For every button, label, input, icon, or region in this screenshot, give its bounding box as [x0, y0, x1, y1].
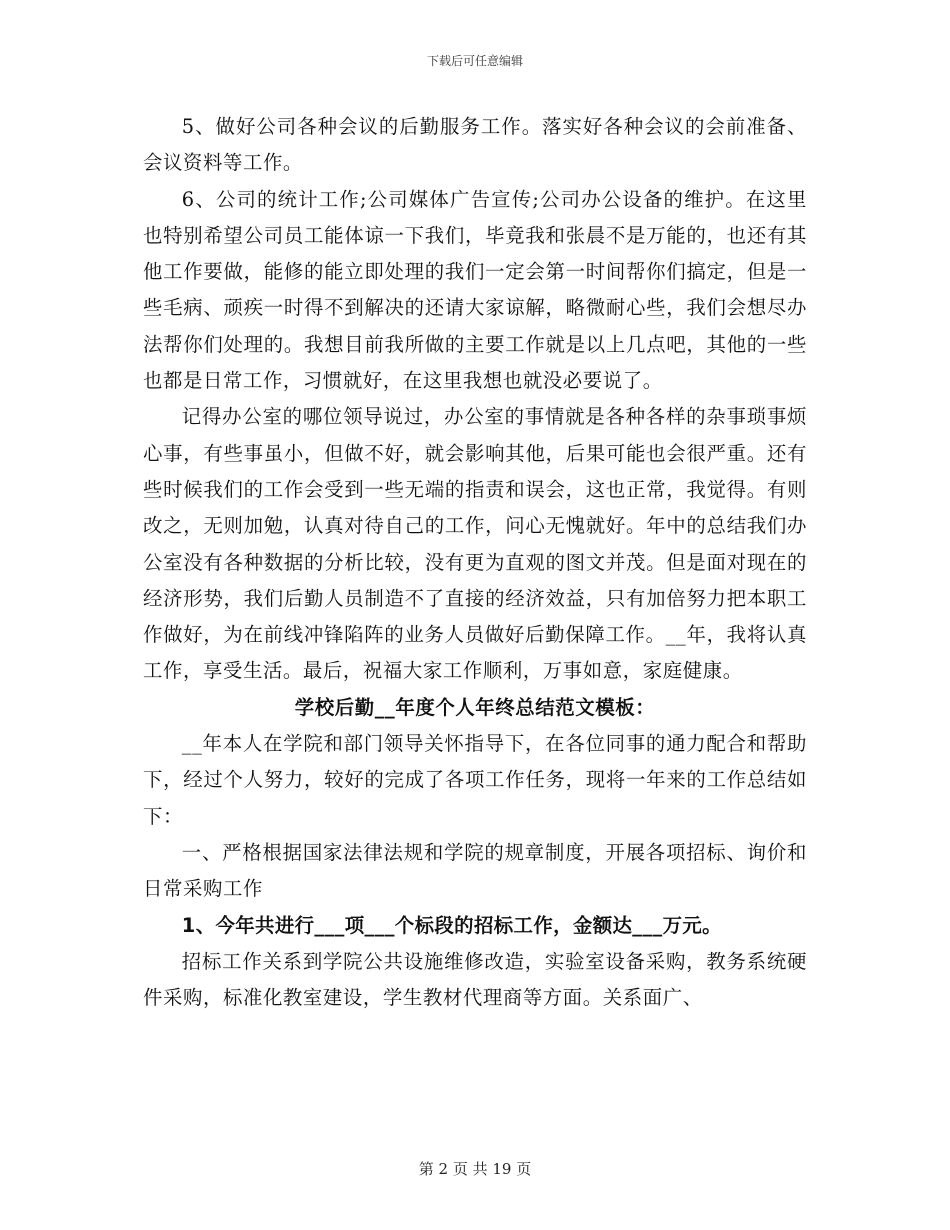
paragraph-meeting-service: 5、做好公司各种会议的后勤服务工作。落实好各种会议的会前准备、会议资料等工作。 [143, 115, 807, 175]
bold-item-one: 1、今年共进行___项___个标段的招标工作，金额达___万元。 [181, 913, 722, 937]
paragraph-office-reflection: 记得办公室的哪位领导说过，办公室的事情就是各种各样的杂事琐事烦心事，有些事虽小，但做不好，就会影响其他，后果可能也会很严重。还有些时候我们的工作会受到一些无端的指责和误会，这也正常，我觉得。有则改之，无则加勉，认真对待自己的工作，问心无愧就好。年中的总结我们办公室没有各种数据的分析比较，没有更为直观的图文并茂。但是面对现在的经济形势，我们后勤人员制造不了直接的经济效益，只有加倍努力把本职工作做好，为在前线冲锋陷阵的业务人员做好后勤保障工作。__年，我将认真工作，享受生活。最后，祝福大家工作顺利，万事如意，家庭健康。 [143, 405, 807, 683]
paragraph-section-one: 一、严格根据国家法律法规和学院的规章制度，开展各项招标、询价和日常采购工作 [143, 840, 807, 901]
paragraph-intro: __年本人在学院和部门领导关怀指导下，在各位同事的通力配合和帮助下，经过个人努力，较好的完成了各项工作任务，现将一年来的工作总结如下： [143, 732, 807, 828]
page-footer: 第 2 页 共 19 页 [418, 1160, 532, 1178]
section-title: 学校后勤__年度个人年终总结范文模板： [294, 695, 656, 719]
page-header: 下载后可任意编辑 [426, 54, 523, 68]
paragraph-tender-work: 招标工作关系到学院公共设施维修改造，实验室设备采购，教务系统硬件采购，标准化教室建设，学生教材代理商等方面。关系面广、 [143, 949, 807, 1010]
document-body [143, 109, 807, 1016]
paragraph-statistics-work: 6、公司的统计工作;公司媒体广告宣传;公司办公设备的维护。在这里也特别希望公司员工能体谅一下我们，毕竟我和张晨不是万能的，也还有其他工作要做，能修的能立即处理的我们一定会第一时间帮你们搞定，但是一些毛病、顽疾一时得不到解决的还请大家谅解，略微耐心些，我们会想尽办法帮你们处理的。我想目前我所做的主要工作就是以上几点吧，其他的一些也都是日常工作，习惯就好，在这里我想也就没必要说了。 [143, 187, 807, 393]
